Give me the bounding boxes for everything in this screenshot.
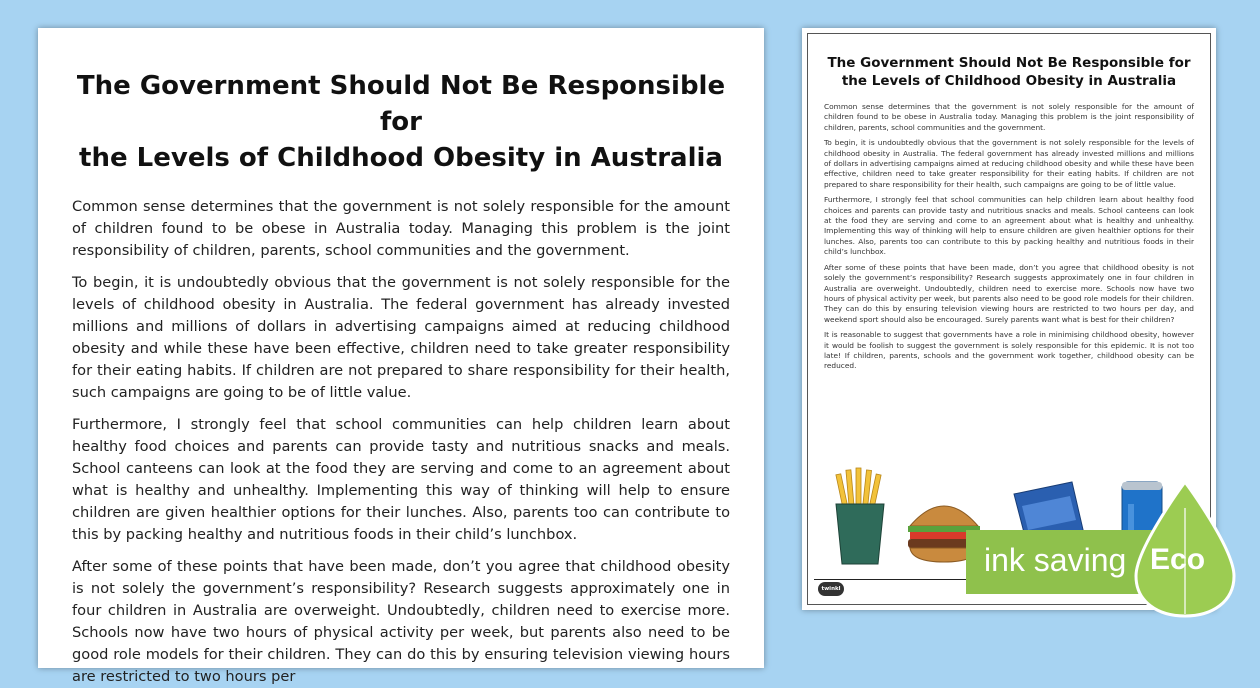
preview-paragraph: To begin, it is undoubtedly obvious that the government is not solely responsible for the levels of childhood obesity in Australia. The federal government has already invested millions and millions of dollars in advertising campaigns aimed at reducing childhood obesity and while these have been effective, children need to take greater responsibility for their eating habits. If children are not prepared to share responsibility for their health, such campaigns are going to be of little value. — [824, 138, 1194, 189]
preview-paragraph: Common sense determines that the government is not solely responsible for the amount of children found to be obese in Australia today. Managing this problem is the joint responsibility of children, parents, school communities and the government. — [824, 102, 1194, 132]
fries-icon — [836, 468, 884, 564]
paragraph: After some of these points that have been made, don’t you agree that childhood obesity is not solely the government’s responsibility? Research suggests approximately one in four children in Australia are overweight. Undoubtedly, children need to exercise more. Schools now have two hours of physical activity per week, but parents also need to be good role models for their children. They can do this by ensuring television viewing hours are restricted to two hours per — [72, 558, 730, 685]
twinkl-logo: twinkl — [818, 582, 844, 596]
preview-title-line-2: the Levels of Childhood Obesity in Australia — [841, 73, 1177, 89]
eco-label: Eco — [1150, 543, 1206, 576]
paragraph: Common sense determines that the government is not solely responsible for the amount of children found to be obese in Australia today. Managing this problem is the joint responsibility of children, parents, school communities and the government. — [72, 198, 730, 259]
paragraph: Furthermore, I strongly feel that school communities can help children learn about healthy food choices and parents can provide tasty and nutritious snacks and meals. School canteens can look at the food they are serving and come to an agreement about what is healthy and unhealthy. Implementing this way of thinking will help to ensure children are given healthier options for their lunches. Also, parents too can contribute to this by packing healthy and nutritious foods in their child’s lunchbox. — [72, 416, 730, 543]
preview-title-line-1: The Government Should Not Be Responsible for — [827, 55, 1191, 71]
ink-saving-label: ink saving — [984, 542, 1127, 578]
document-title — [72, 68, 730, 176]
preview-paragraph: Furthermore, I strongly feel that school communities can help children learn about healthy food choices and parents can provide tasty and nutritious snacks and meals. School canteens can look at the food they are serving and come to an agreement about what is healthy and unhealthy. Implementing this way of thinking will help to ensure children are given healthier options for their lunches. Also, parents too can contribute to this by packing healthy and nutritious foods in their child’s lunchbox. — [824, 195, 1194, 257]
preview-paragraph: After some of these points that have been made, don’t you agree that childhood obesity is not solely the government’s responsibility? Research suggests approximately one in four children in Australia are overweight. Undoubtedly, children need to exercise more. Schools now have two hours of physical activity per week, but parents also need to be good role models for their children. They can do this by ensuring television viewing hours are restricted to two hours per day, and weekend sport should also be encouraged. Surely parents want what is best for their children? — [824, 262, 1194, 324]
title-line-2: the Levels of Childhood Obesity in Australia — [79, 143, 723, 173]
title-line-1: The Government Should Not Be Responsible for — [76, 71, 726, 137]
preview-paragraph: It is reasonable to suggest that governments have a role in minimising childhood obesity, however it would be foolish to suggest the government is solely responsible for this epidemic. It is not too late! If children, parents, schools and the government work together, childhood obesity can be reduced. — [824, 330, 1194, 371]
document-page-large — [38, 28, 764, 685]
preview-title — [824, 54, 1194, 90]
paragraph: To begin, it is undoubtedly obvious that the government is not solely responsible for the levels of childhood obesity in Australia. The federal government has already invested millions and millions of dollars in advertising campaigns aimed at reducing childhood obesity and while these have been effective, children need to take greater responsibility for their eating habits. If children are not prepared to share responsibility for their health, such campaigns are going to be of little value. — [72, 274, 730, 401]
